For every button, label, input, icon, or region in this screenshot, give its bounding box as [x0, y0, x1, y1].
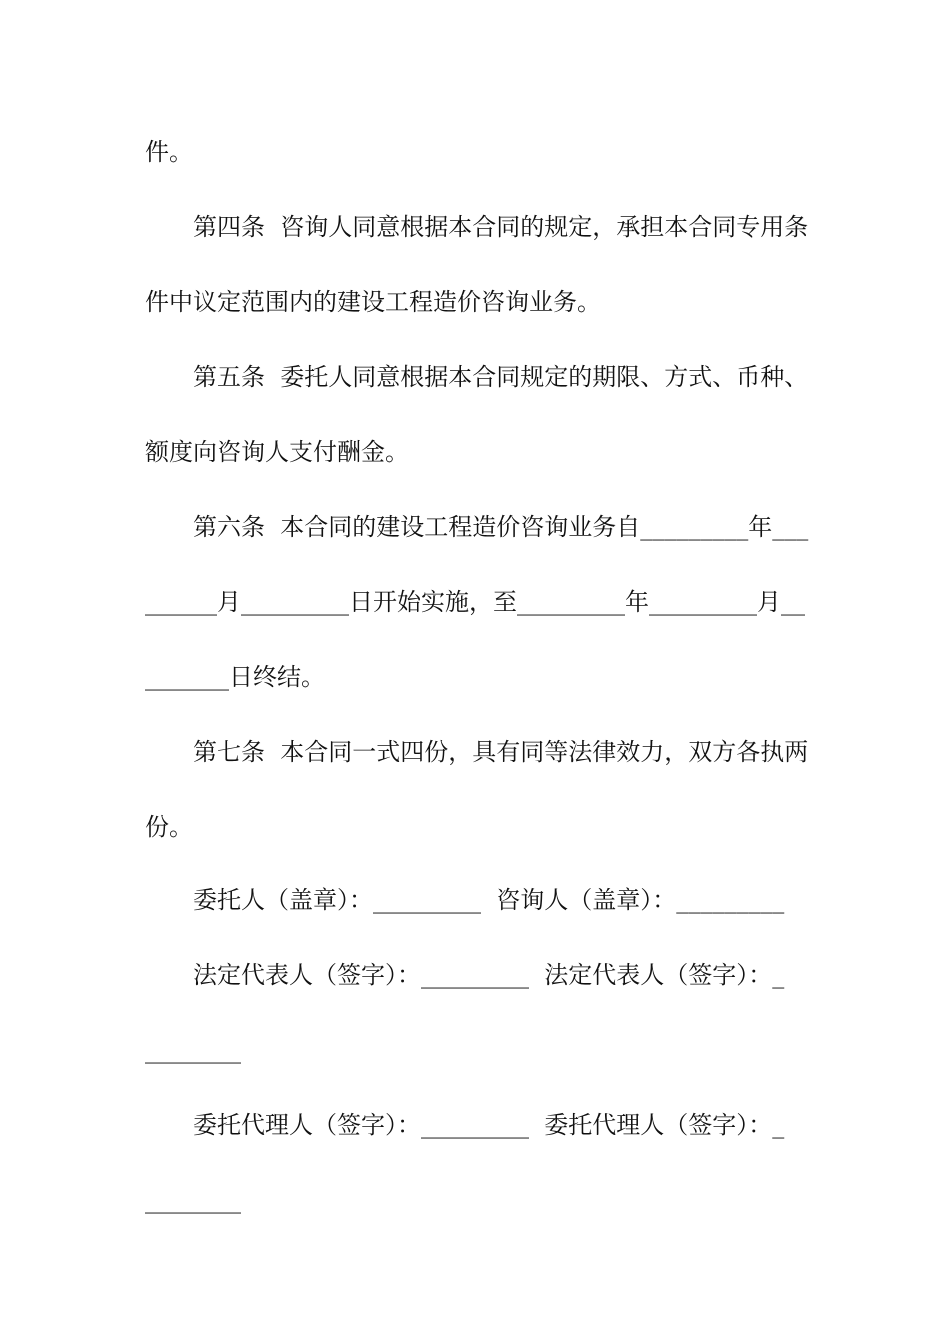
article-6-line-2: ______月_________日开始实施，至_________年_________月__ [145, 588, 805, 616]
article-4-line-1: 第四条 咨询人同意根据本合同的规定，承担本合同专用条 [193, 213, 809, 241]
seal-line: 委托人（盖章）：_________ 咨询人（盖章）：_________ [193, 886, 785, 914]
article-5-line-1: 第五条 委托人同意根据本合同规定的期限、方式、币种、 [193, 363, 809, 391]
authorized-agent-line: 委托代理人（签字）：_________ 委托代理人（签字）：_ [193, 1111, 785, 1139]
article-7-line-2: 份。 [145, 813, 193, 841]
authorized-agent-line-cont: ________ [145, 1186, 241, 1214]
article-4-line-2: 件中议定范围内的建设工程造价咨询业务。 [145, 288, 601, 316]
article-5-line-2: 额度向咨询人支付酬金。 [145, 438, 409, 466]
article-7-line-1: 第七条 本合同一式四份，具有同等法律效力，双方各执两 [193, 738, 809, 766]
legal-representative-line: 法定代表人（签字）：_________ 法定代表人（签字）：_ [193, 961, 785, 989]
article-6-line-1: 第六条 本合同的建设工程造价咨询业务自_________年___ [193, 513, 809, 541]
text-line-01: 件。 [145, 138, 193, 166]
article-6-line-3: _______日终结。 [145, 663, 325, 691]
legal-representative-line-cont: ________ [145, 1036, 241, 1064]
